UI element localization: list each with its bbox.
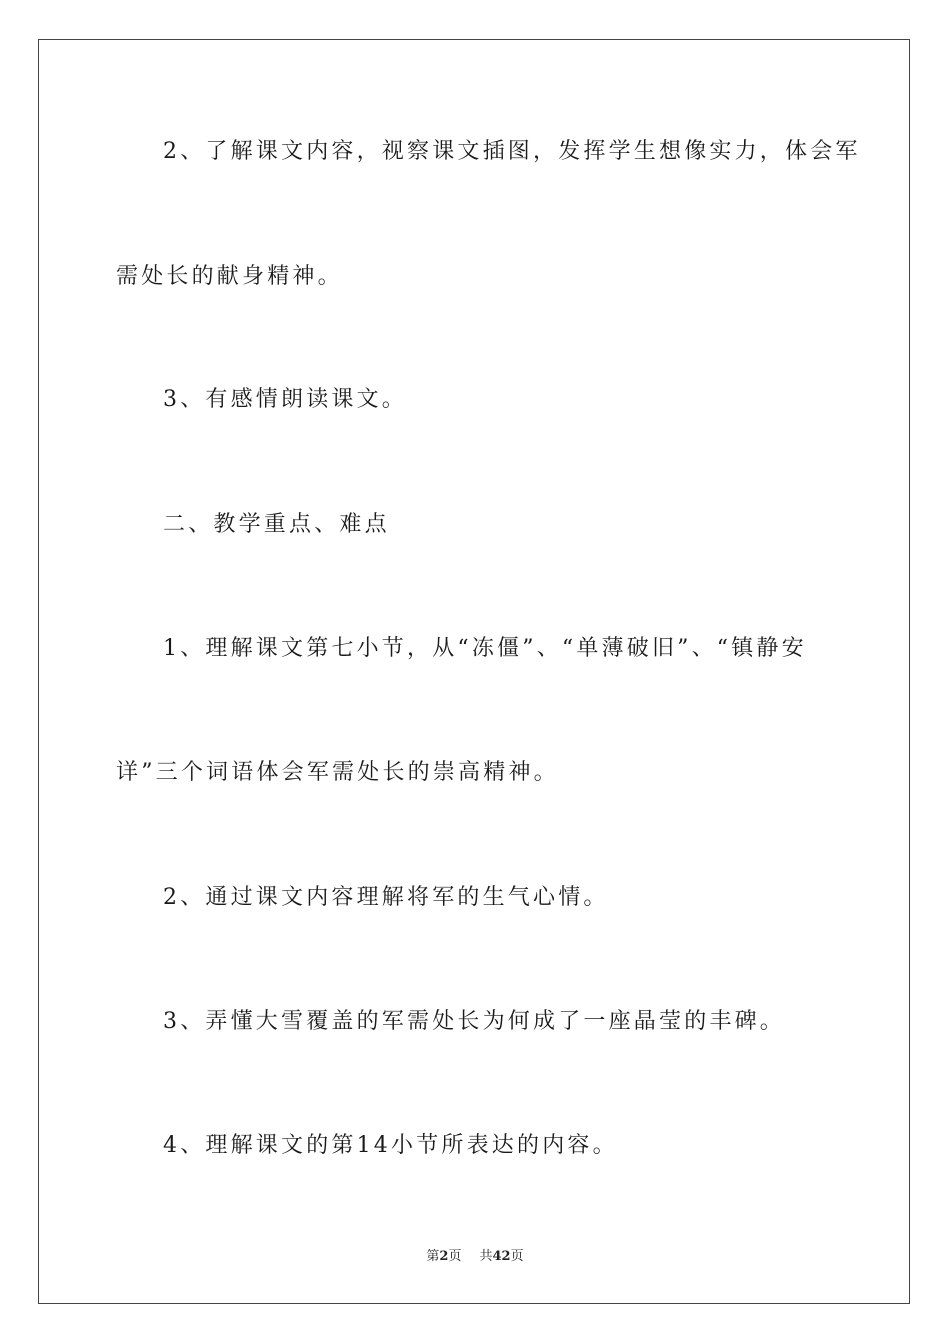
section-heading: 二、教学重点、难点 [163,512,390,537]
paragraph-line: 需处长的献身精神。 [116,264,343,289]
page-footer [0,1248,950,1266]
footer-total-suffix: 页 [510,1249,524,1264]
footer-page-current: 2 [439,1249,449,1264]
footer-page-prefix: 第 [426,1249,440,1264]
footer-page-total: 42 [492,1249,511,1264]
footer-page-suffix: 页 [448,1249,462,1264]
paragraph-line: 1、理解课文第七小节，从“冻僵”、“单薄破旧”、“镇静安 [163,636,807,661]
paragraph-line: 2、通过课文内容理解将军的生气心情。 [163,885,609,910]
footer-total-prefix: 共 [479,1249,493,1264]
paragraph-line: 4、理解课文的第14小节所表达的内容。 [163,1133,618,1158]
paragraph-line: 3、有感情朗读课文。 [163,387,407,412]
page-border [38,39,910,1304]
paragraph-line: 2、了解课文内容，视察课文插图，发挥学生想像实力，体会军 [163,139,861,164]
paragraph-line: 详”三个词语体会军需处长的崇高精神。 [116,760,559,785]
paragraph-line: 3、弄懂大雪覆盖的军需处长为何成了一座晶莹的丰碑。 [163,1009,785,1034]
